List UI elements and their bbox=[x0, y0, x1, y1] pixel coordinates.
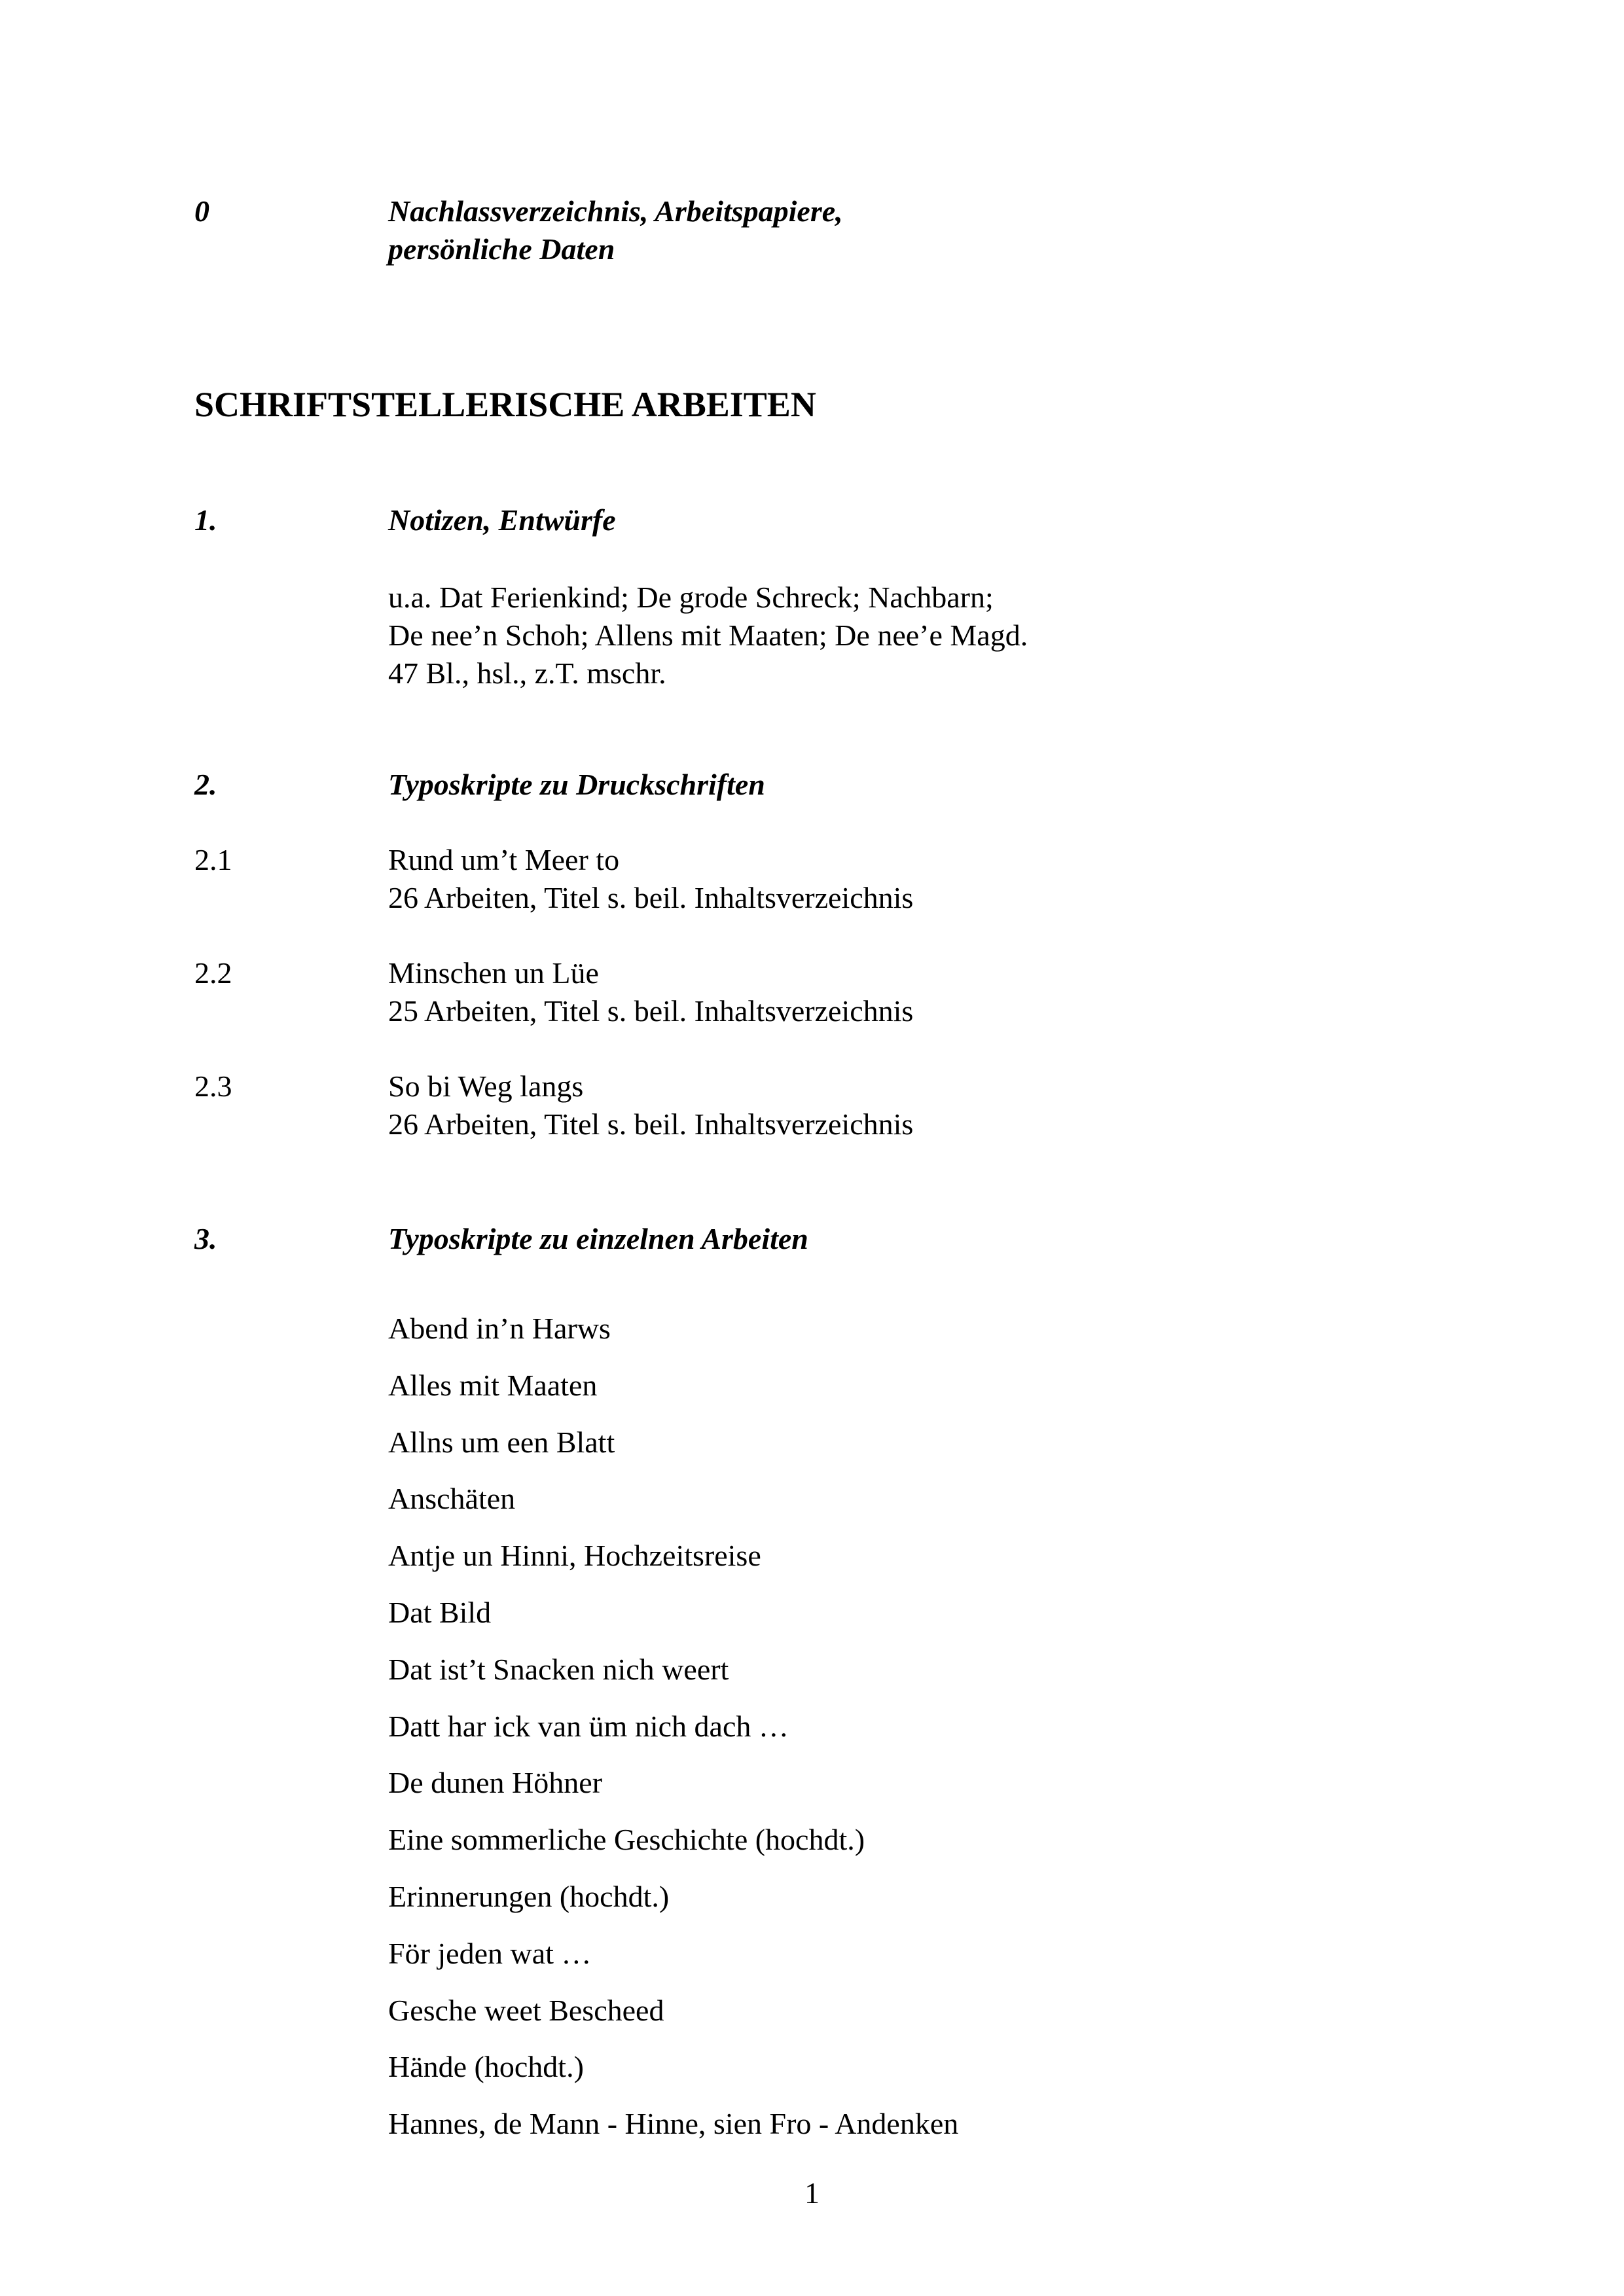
list-item: De dunen Höhner bbox=[388, 1766, 603, 1800]
list-item: Gesche weet Bescheed bbox=[388, 1993, 664, 2027]
list-item: Abend in’n Harws bbox=[388, 1312, 611, 1345]
main-heading: SCHRIFTSTELLERISCHE ARBEITEN bbox=[194, 385, 816, 424]
section-number: 2. bbox=[194, 768, 217, 801]
entry-text bbox=[388, 841, 913, 917]
section-description bbox=[388, 579, 1028, 692]
list-item: Erinnerungen (hochdt.) bbox=[388, 1879, 670, 1913]
entry-number: 2.3 bbox=[194, 1069, 232, 1103]
header-title bbox=[388, 192, 843, 268]
list-item: Dat ist’t Snacken nich weert bbox=[388, 1652, 729, 1686]
entry-note: 26 Arbeiten, Titel s. beil. Inhaltsverzeichnis bbox=[388, 1107, 914, 1141]
page-number: 1 bbox=[804, 2176, 820, 2210]
section-number: 1. bbox=[194, 503, 217, 537]
entry-note: 26 Arbeiten, Titel s. beil. Inhaltsverzeichnis bbox=[388, 881, 914, 914]
list-item: Anschäten bbox=[388, 1482, 516, 1516]
work-list bbox=[388, 1310, 958, 2162]
description-line: u.a. Dat Ferienkind; De grode Schreck; Nachbarn; bbox=[388, 581, 994, 614]
entry-title: Minschen un Lüe bbox=[388, 956, 599, 990]
entry-note: 25 Arbeiten, Titel s. beil. Inhaltsverzeichnis bbox=[388, 994, 914, 1028]
list-item: För jeden wat … bbox=[388, 1936, 592, 1970]
header-title-line: persönliche Daten bbox=[388, 232, 615, 266]
entry-text bbox=[388, 954, 913, 1030]
entry-text bbox=[388, 1067, 913, 1143]
section-title: Typoskripte zu einzelnen Arbeiten bbox=[388, 1222, 808, 1255]
list-item: Alles mit Maaten bbox=[388, 1368, 598, 1402]
list-item: Allns um een Blatt bbox=[388, 1425, 615, 1459]
section-title: Typoskripte zu Druckschriften bbox=[388, 768, 765, 801]
entry-title: So bi Weg langs bbox=[388, 1069, 584, 1103]
list-item: Eine sommerliche Geschichte (hochdt.) bbox=[388, 1823, 865, 1857]
list-item: Hannes, de Mann - Hinne, sien Fro - Andenken bbox=[388, 2107, 959, 2141]
description-line: 47 Bl., hsl., z.T. mschr. bbox=[388, 656, 666, 690]
header-title-line: Nachlassverzeichnis, Arbeitspapiere, bbox=[388, 194, 843, 228]
entry-number: 2.1 bbox=[194, 843, 232, 876]
list-item: Hände (hochdt.) bbox=[388, 2050, 584, 2084]
list-item: Antje un Hinni, Hochzeitsreise bbox=[388, 1539, 761, 1573]
entry-title: Rund um’t Meer to bbox=[388, 843, 620, 876]
section-title: Notizen, Entwürfe bbox=[388, 503, 616, 537]
description-line: De nee’n Schoh; Allens mit Maaten; De nee’e Magd. bbox=[388, 619, 1028, 652]
entry-number: 2.2 bbox=[194, 956, 232, 990]
list-item: Dat Bild bbox=[388, 1595, 492, 1629]
list-item: Datt har ick van üm nich dach … bbox=[388, 1709, 789, 1743]
section-number: 3. bbox=[194, 1222, 217, 1255]
header-number: 0 bbox=[194, 194, 209, 228]
